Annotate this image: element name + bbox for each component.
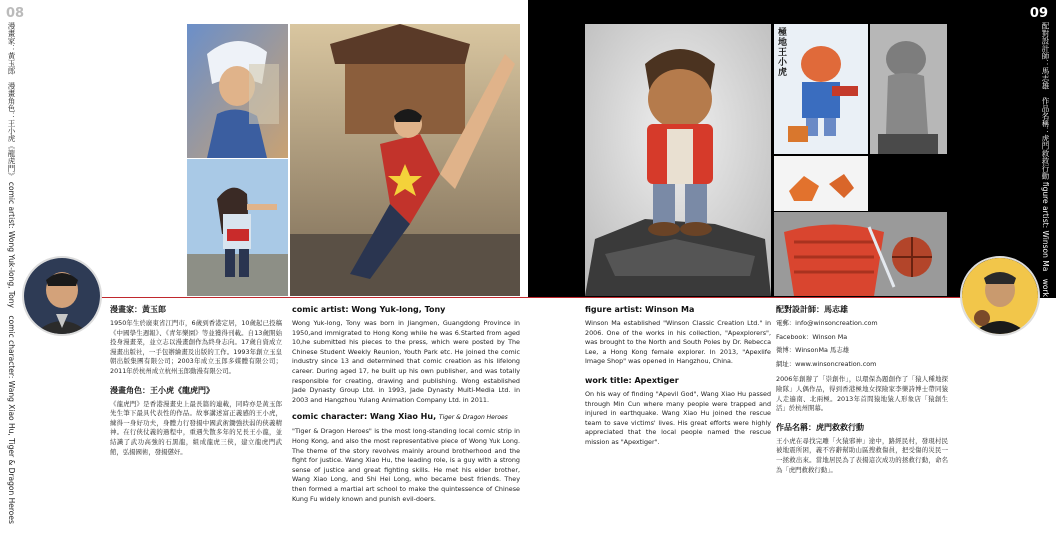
contact-website[interactable]: 網址：www.winsoncreation.com	[776, 359, 877, 368]
comic-title-overlay: 極地王小虎	[778, 28, 788, 78]
red-vest-detail-photo	[774, 212, 947, 296]
heading-figure-artist-en: figure artist: Winson Ma	[585, 305, 695, 314]
heading-figure-artist-zh: 配對設計師：馬志雄	[776, 305, 848, 314]
divider-line	[100, 297, 960, 298]
story-comic-character-en: "Tiger & Dragon Heroes" is the most long-standing local comic strip in Hong Kong, and also the most representative piece of Wong Yuk Long. The theme of the story revolves mainly around brotherhood and the fight for justice. Wang Xiao Hu, the leading role, is a guy with a strong sense of justice and great fighting skills. He met his elder brother, Wang Xiao Long, and Shi Hei Long, who became best friends. They then formed a martial art school to make the quintessence of Chinese Kung Fu widely known and punish evil-doers.	[292, 427, 520, 503]
story-work-title-en: On his way of finding "Apevil God", Wang Xiao Hu passed through Min Cun where many people were trapped and injured in earthquake. Wang Xiao Hu joined the rescue team to save victims' lives. His great efforts were highly appreciated that the local people named the rescue mission as "Apextiger".	[585, 389, 771, 446]
heading-comic-character-en	[292, 411, 520, 423]
page-number-right: 09	[1029, 6, 1048, 21]
comic-panel-white-hair	[187, 24, 288, 158]
spine-caption-left: 漫畫家：黃玉郎 漫畫角色：王小虎《龍虎門》 comic artist: Wong Yuk-long, Tony comic character: Wang Xiao Hu, Tiger & Dragon Heroes	[7, 22, 16, 524]
page-number-left: 08	[6, 6, 25, 21]
heading-work-title-zh: 作品名稱：虎門救救行動	[776, 422, 864, 432]
contact-email[interactable]: 電郵：info@winsoncreation.com	[776, 319, 878, 327]
comic-kick-illustration	[290, 24, 520, 296]
right-column-chinese	[776, 304, 948, 479]
left-column-english	[292, 304, 520, 508]
bio-figure-artist-en: Winson Ma established "Winson Classic Creation Ltd." in 2006. One of the works in his collection, "Apexplorers", was brought to the North and South Poles by Dr. Rebecca Lee, a Hong Kong female explorer. In 2013, "Apexlife Image Shop" was opened in Hangzhou, China.	[585, 319, 771, 366]
bio-comic-artist-zh: 1950年生於廣東省江門市，6歲到香港定居，10歲起已投稿《中國學生週報》、《青年樂園》等並獲得刊載。自13歲開始投身漫畫業，並立志以漫畫創作為終身志向。17歲自資成立漫畫出版社，一手包辦繪畫及出版的工作。1993年創立玉皇朝出版集團有限公司；2003年成立玉郎多媒體有限公司；2011年於杭州成立杭州玉郎動漫有限公司。	[110, 319, 282, 375]
heading-comic-character-en-sub: Tiger & Dragon Heroes	[438, 414, 508, 422]
spine-caption-right: 配對設計師：馬志雄 作品名稱：虎門救救行動 figure artist: Winson Ma work title: Apextiger	[1041, 22, 1050, 356]
contact-facebook[interactable]: Facebook：Winson Ma	[776, 332, 848, 341]
heading-comic-artist-zh: 漫畫家：黃玉郎	[110, 305, 166, 314]
comic-tiger-sketch	[774, 24, 868, 154]
heading-comic-character-zh: 漫畫角色：王小虎《龍虎門》	[110, 385, 214, 395]
right-column-english	[585, 304, 771, 452]
left-column-chinese	[110, 304, 282, 461]
bio-figure-artist-zh: 2006年創辦了「崇創作」，以環保為題創作了「猿人種地探險隊」人偶作品，得到香港極地女探險家李樂詩博士帶同猿人走遍南、北兩極。2013年首間猿地猿人形象店「猿創生活」於杭州開幕。	[776, 375, 948, 413]
orange-blocks-photo	[774, 156, 868, 211]
story-comic-character-zh: 《龍虎門》是香港漫畫史上最長篇的連載，同時亦是黃玉郎先生筆下最具代表性的作品。故事講述富正義感的王小虎，練得一身好功夫，身體力行發揚中國武術鋤強扶弱的俠義精神。在行俠仗義的過程中，重遇失散多年的兄長王小龍，並結識了武功高強的石黑龍，組成龍虎三俠，建立龍虎門武館，弘揚國術，發揚懲奸。	[110, 399, 282, 456]
heading-work-title-en: work title: Apextiger	[585, 375, 679, 385]
heading-comic-character-en-main: comic character: Wang Xiao Hu,	[292, 412, 437, 422]
contact-weibo[interactable]: 微博：WinsonMa 馬志雄	[776, 346, 850, 355]
apextiger-figure-photo	[585, 24, 771, 296]
avatar-wong-yuk-long	[22, 256, 102, 336]
story-work-title-zh: 王小虎在尋找完雕「火猿邪神」途中，路經民村，發現村民被地震所困，義不容辭幫助山區搜救傷員，把受傷的災民一一拯救出來。當地居民為了表揚這次成功的拯救行動，命名為「虎門救救行動」。	[776, 436, 948, 474]
tiger-statue-photo	[187, 159, 288, 296]
clay-sculpt-photo	[870, 24, 947, 154]
bio-comic-artist-en: Wong Yuk-long, Tony was born in Jiangmen, Guangdong Province in 1950,and immigrated to Hong Kong while he was 6.Started from aged 10,he submitted his pieces to the press, which were posted by The Chinese Student Weekly Reunion, Youth Park etc. He joined the comic industry since 13 and determined that comic creation as his lifelong career. During aged 17, he built up his own publisher, and was totally responsible for creating, drawing and publishing. Wong established Jade Dynasty Group Ltd. in 1993, Jade Dynasty Multi-Media Ltd. in 2003 and Hangzhou Yulang Animation Company Ltd. in 2011.	[292, 319, 520, 404]
avatar-winson-ma	[960, 256, 1040, 336]
heading-comic-artist-en: comic artist: Wong Yuk-long, Tony	[292, 305, 446, 314]
